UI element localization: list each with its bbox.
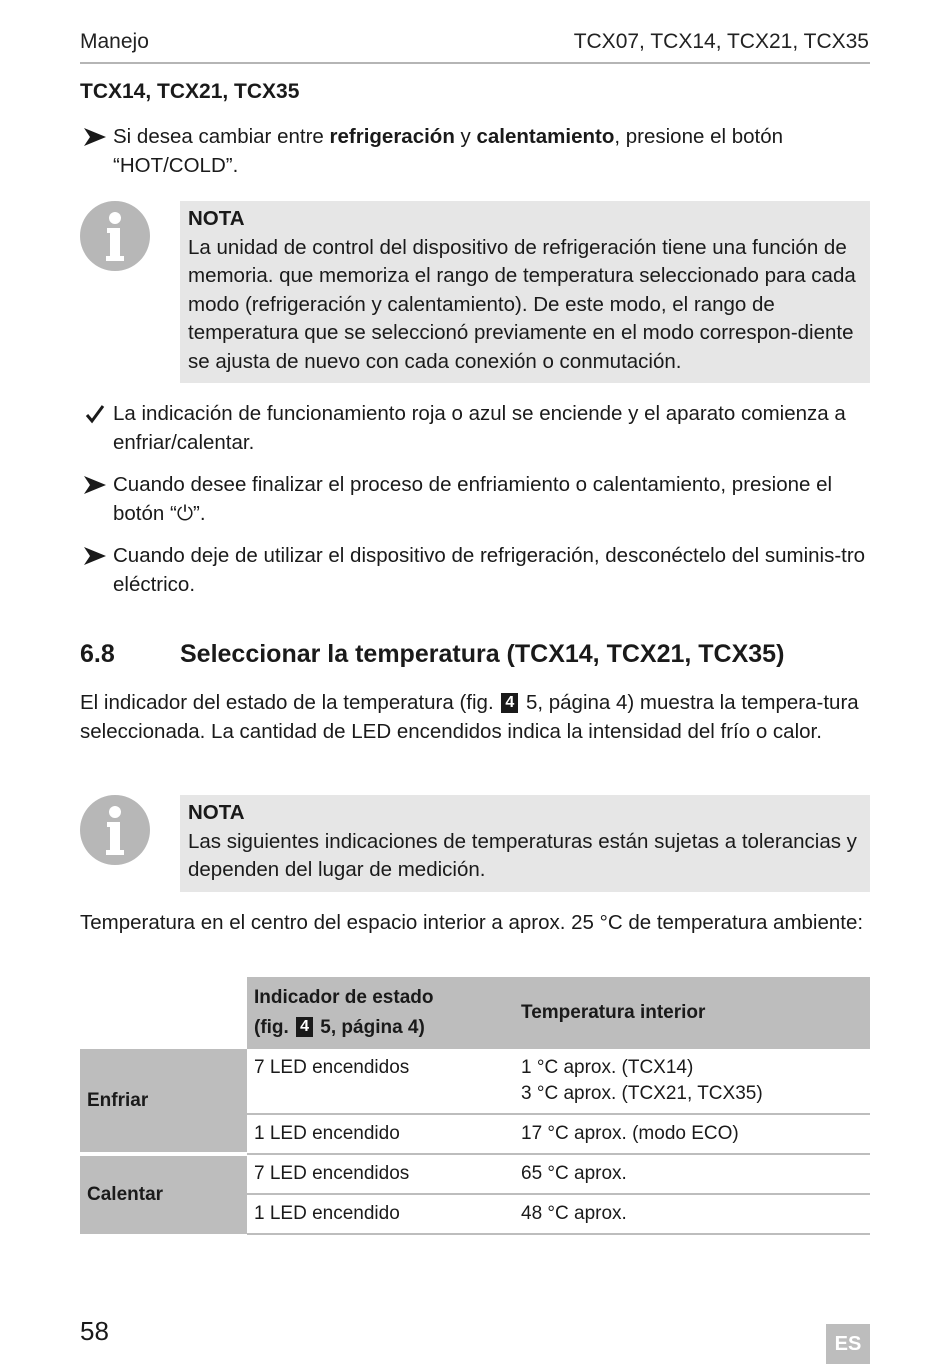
running-header-left: Manejo bbox=[80, 30, 149, 53]
table-cell: 7 LED encendidos bbox=[247, 1154, 514, 1194]
step-text: Cuando desee finalizar el proceso de enfriamiento o calentamiento, presione el botón “⏻”. bbox=[113, 473, 833, 525]
info-icon bbox=[80, 795, 150, 865]
note-tolerances bbox=[180, 795, 870, 892]
temperature-table bbox=[80, 977, 870, 1235]
page-number: 58 bbox=[80, 1316, 109, 1346]
table-row bbox=[80, 1154, 870, 1194]
note-text: La unidad de control del dispositivo de refrigeración tiene una función de memoria. que memoriza el rango de temperatura seleccionado para cada modo (refrigeración y calentamiento). De este modo, el rango de temperatura que se seleccionó previamente en el modo correspon-diente se ajusta de nuevo con cada conexión o conmutación. bbox=[188, 235, 856, 373]
step-text: Cuando deje de utilizar el dispositivo de refrigeración, desconéctelo del suminis-tro eléctrico. bbox=[113, 544, 866, 596]
instruction-step-hot-cold bbox=[80, 123, 870, 180]
note-memory bbox=[180, 201, 870, 383]
figure-reference-badge: 4 bbox=[296, 1017, 313, 1037]
instruction-step-power-off bbox=[80, 471, 870, 528]
figure-reference-badge: 4 bbox=[501, 693, 518, 713]
step-text: Si desea cambiar entre refrigeración y calentamiento, presione el botón “HOT/COLD”. bbox=[113, 125, 784, 177]
arrow-bullet-icon bbox=[80, 128, 110, 146]
note-title: NOTA bbox=[188, 207, 245, 230]
note-text: Las siguientes indicaciones de temperaturas están sujetas a tolerancias y dependen del lugar de medición. bbox=[188, 829, 857, 881]
table-header-indicator: Indicador de estado (fig. 4 5, página 4) bbox=[247, 977, 514, 1049]
paragraph-temperature-indicator: El indicador del estado de la temperatura (fig. 4 5, página 4) muestra la tempera-tura seleccionada. La cantidad de LED encendidos indica la intensidad del frío o calor. bbox=[80, 691, 859, 743]
table-row bbox=[80, 1049, 870, 1114]
info-icon bbox=[80, 201, 150, 271]
result-indicator-lights bbox=[80, 400, 870, 457]
table-cell: 48 °C aprox. bbox=[514, 1194, 870, 1234]
running-header-right: TCX07, TCX14, TCX21, TCX35 bbox=[573, 30, 869, 53]
table-cell: 7 LED encendidos bbox=[247, 1049, 514, 1114]
row-label-cool: Enfriar bbox=[80, 1049, 247, 1154]
checkmark-icon bbox=[80, 404, 110, 424]
section-title: Seleccionar la temperatura (TCX14, TCX21, TCX35) bbox=[180, 640, 785, 668]
table-cell: 1 LED encendido bbox=[247, 1194, 514, 1234]
table-cell: 17 °C aprox. (modo ECO) bbox=[514, 1114, 870, 1154]
table-header-blank bbox=[80, 977, 247, 1049]
table-cell: 1 LED encendido bbox=[247, 1114, 514, 1154]
arrow-bullet-icon bbox=[80, 547, 110, 565]
language-badge: ES bbox=[826, 1324, 870, 1364]
table-header-row bbox=[80, 977, 870, 1049]
header-divider bbox=[80, 62, 870, 64]
table-cell: 1 °C aprox. (TCX14) 3 °C aprox. (TCX21, TCX35) bbox=[514, 1049, 870, 1114]
power-icon: ⏻ bbox=[176, 501, 194, 525]
row-label-heat: Calentar bbox=[80, 1154, 247, 1234]
section-number: 6.8 bbox=[80, 640, 115, 668]
subheading-models: TCX14, TCX21, TCX35 bbox=[80, 80, 300, 103]
result-text: La indicación de funcionamiento roja o azul se enciende y el aparato comienza a enfriar/calentar. bbox=[113, 402, 846, 454]
paragraph-ambient: Temperatura en el centro del espacio interior a aprox. 25 °C de temperatura ambiente: bbox=[80, 911, 864, 934]
instruction-step-disconnect bbox=[80, 542, 870, 599]
table-cell: 65 °C aprox. bbox=[514, 1154, 870, 1194]
arrow-bullet-icon bbox=[80, 476, 110, 494]
table-header-temperature: Temperatura interior bbox=[514, 977, 870, 1049]
note-title: NOTA bbox=[188, 801, 245, 824]
